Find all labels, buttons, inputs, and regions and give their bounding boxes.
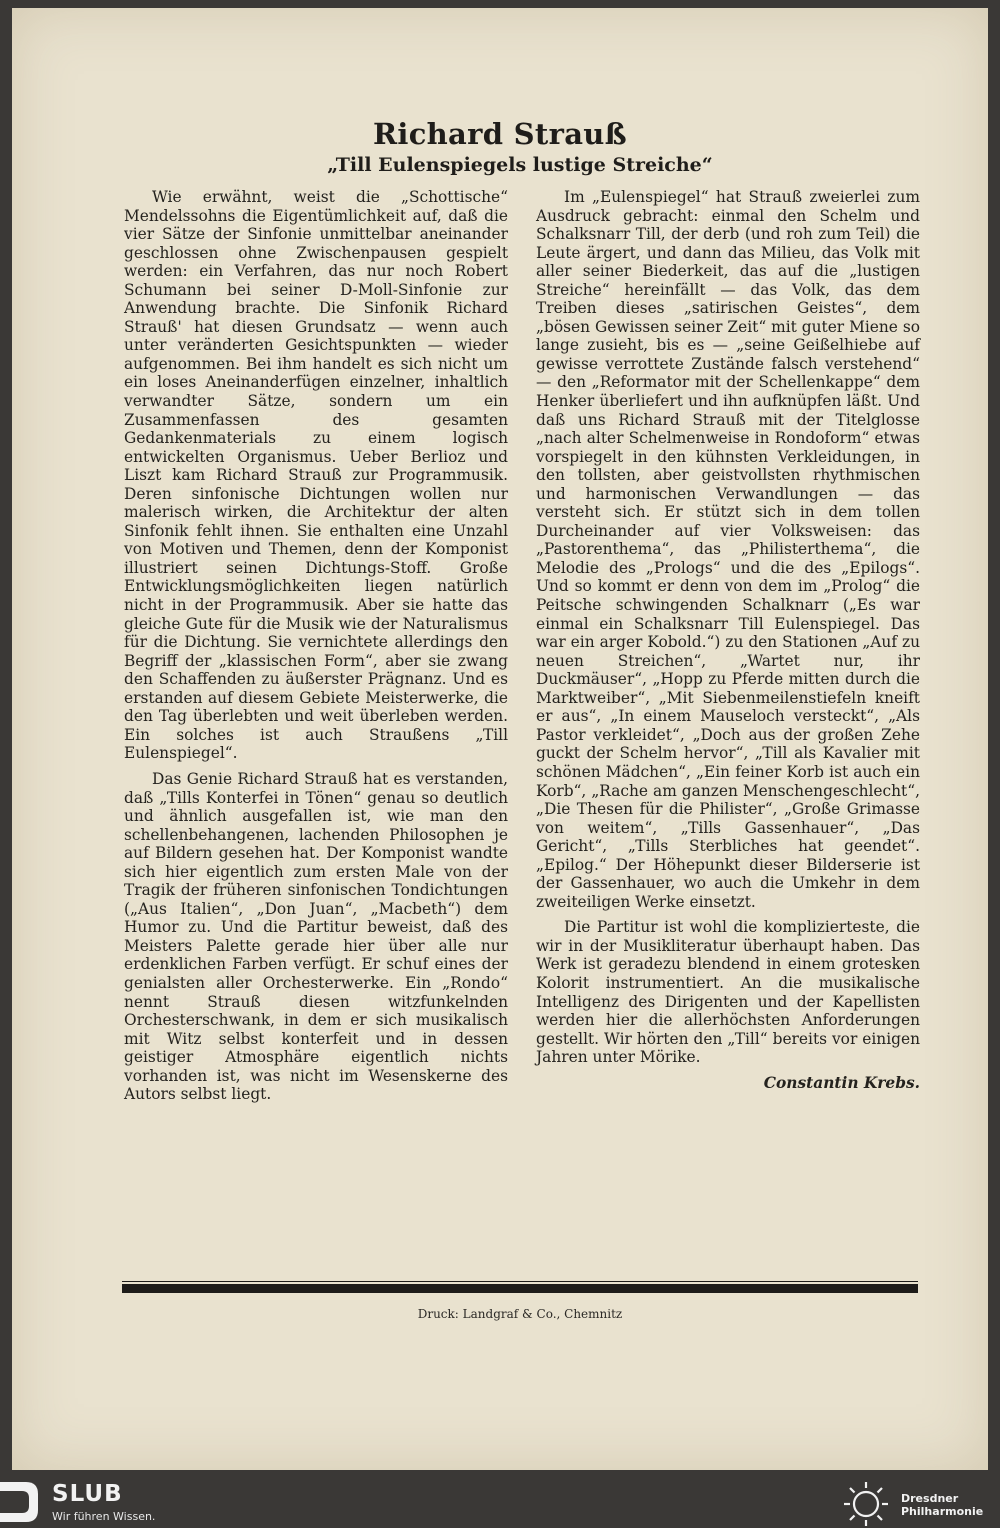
paragraph: Die Partitur ist wohl die komplizierteste, die wir in der Musikliteratur überhaupt haben. Das Werk ist geradezu blendend in einem grotesken Kolorit instrumentiert. An die musikalische Intelligenz des Dirigenten und der Kapellisten werden hier die allerhöchsten Anforderungen gestellt. Wir hörten den „Till“ bereits vor einigen Jahren unter Mörike.: [536, 918, 920, 1067]
page-subtitle: „Till Eulenspiegels lustige Streiche“: [327, 154, 713, 176]
author-signature: Constantin Krebs.: [763, 1073, 920, 1092]
slub-logo-icon[interactable]: [0, 1482, 38, 1522]
divider: [122, 1284, 918, 1293]
right-column: [536, 188, 920, 1092]
slub-name[interactable]: SLUB: [52, 1481, 123, 1507]
paragraph: Das Genie Richard Strauß hat es verstanden, daß „Tills Konterfei in Tönen“ genau so deutlich und ähnlich ausgefallen ist, wie man den schellenbehangenen, lachenden Philosophen je auf Bildern gesehen hat. Der Komponist wandte sich hier eigentlich zum ersten Male von der Tragik der früheren sinfonischen Tondichtungen („Aus Italien“, „Don Juan“, „Macbeth“) dem Humor zu. Und die Partitur beweist, daß des Meisters Palette gerade hier über alle nur erdenklichen Farben verfügt. Er schuf eines der genialsten aller Orchesterwerke. Ein „Rondo“ nennt Strauß diesen witzfunkelnden Orchesterschwank, in dem er sich musikalisch mit Witz selbst konterfeit und in dessen geistiger Atmosphäre eigentlich nichts vorhanden ist, was nicht im Wesenskerne des Autors selbst liegt.: [124, 769, 508, 1104]
paragraph: Wie erwähnt, weist die „Schottische“ Mendelssohns die Eigentümlichkeit auf, daß die vier Sätze der Sinfonie unmittelbar aneinander geschlossen ohne Zwischenpausen gespielt werden: ein Verfahren, das nur noch Robert Schumann bei seiner D-Moll-Sinfonie zur Anwendung brachte. Die Sinfonik Richard Strauß' hat diesen Grundsatz — wenn auch unter veränderten Gesichtspunkten — wieder aufgenommen. Bei ihm handelt es sich nicht um ein loses Aneinanderfügen einzelner, inhaltlich verwandter Sätze, sondern um ein Zusammenfassen des gesamten Gedankenmaterials zu einem logisch entwickelten Organismus. Ueber Berlioz und Liszt kam Richard Strauß zur Programmusik. Deren sinfonische Dichtungen wollen nur malerisch wirken, die Architektur der alten Sinfonik fehlt ihnen. Sie enthalten eine Unzahl von Motiven und Themen, denn der Komponist illustriert seinen Dichtungs-Stoff. Große Entwicklungsmöglichkeiten liegen natürlich nicht in der Programmusik. Aber sie hatte das gleiche Gute für die Musik wie der Naturalismus für die Dichtung. Sie vernichtete allerdings den Begriff der „klassischen Form“, aber sie zwang den Schaffenden zu äußerster Prägnanz. Und es erstanden auf diesem Gebiete Meisterwerke, die den Tag überlebten und weit überleben werden. Ein solches ist auch Straußens „Till Eulenspiegel“.: [124, 188, 508, 763]
left-column: [124, 188, 508, 1111]
philharmonie-name[interactable]: [901, 1492, 983, 1518]
slub-tagline: Wir führen Wissen.: [52, 1510, 156, 1523]
paragraph: Im „Eulenspiegel“ hat Strauß zweierlei zum Ausdruck gebracht: einmal den Schelm und Schalksnarr Till, der derb (und roh zum Teil) die Leute ärgert, und dann das Milieu, das Volk mit aller seiner Biederkeit, das auf die „lustigen Streiche“ hereinfällt — das Volk, das dem Treiben dieses „satirischen Geistes“, dem „bösen Gewissen seiner Zeit“ mit guter Miene so lange zusieht, bis es — „seine Geißelhiebe auf gewisse verrottete Zustände falsch verstehend“ — den „Reformator mit der Schellenkappe“ dem Henker überliefert und ihn aufknüpfen läßt. Und daß uns Richard Strauß mit der Titelglosse „nach alter Schelmenweise in Rondoform“ etwas vorspiegelt in den kühnsten Verkleidungen, in den tollsten, aber geistvollsten rhythmischen und harmonischen Verwandlungen — das versteht sich. Er stützt sich in dem tollen Durcheinander auf vier Volksweisen: das „Pastorenthema“, das „Philisterthema“, die Melodie des „Prologs“ und die des „Epilogs“. Und so kommt er denn von dem im „Prolog“ die Peitsche schwingenden Schalknarr („Es war einmal ein Schalksnarr Till Eulenspiegel. Das war ein arger Kobold.“) zu den Stationen „Auf zu neuen Streichen“, „Wartet nur, ihr Duckmäuser“, „Hopp zu Pferde mitten durch die Marktweiber“, „Mit Siebenmeilenstiefeln kneift er aus“, „In einem Mauseloch versteckt“, „Als Pastor verkleidet“, „Doch aus der großen Zehe guckt der Schelm hervor“, „Till als Kavalier mit schönen Mädchen“, „Ein feiner Korb ist auch ein Korb“, „Rache am ganzen Menschengeschlecht“, „Die Thesen für die Philister“, „Große Grimasse von weitem“, „Tills Gassenhauer“, „Das Gericht“, „Tills Sterbliches hat geendet“. „Epilog.“ Der Höhepunkt dieser Bilderserie ist der Gassenhauer, wo auch die Umkehr in dem zweiteiligen Werke einsetzt.: [536, 188, 920, 911]
partner-line: Philharmonie: [901, 1505, 984, 1518]
partner-line: Dresdner: [901, 1492, 959, 1505]
page-title: Richard Strauß: [372, 117, 628, 151]
divider: [122, 1281, 918, 1282]
philharmonie-logo-icon[interactable]: [842, 1480, 890, 1528]
printer-imprint: Druck: Landgraf & Co., Chemnitz: [417, 1307, 623, 1321]
